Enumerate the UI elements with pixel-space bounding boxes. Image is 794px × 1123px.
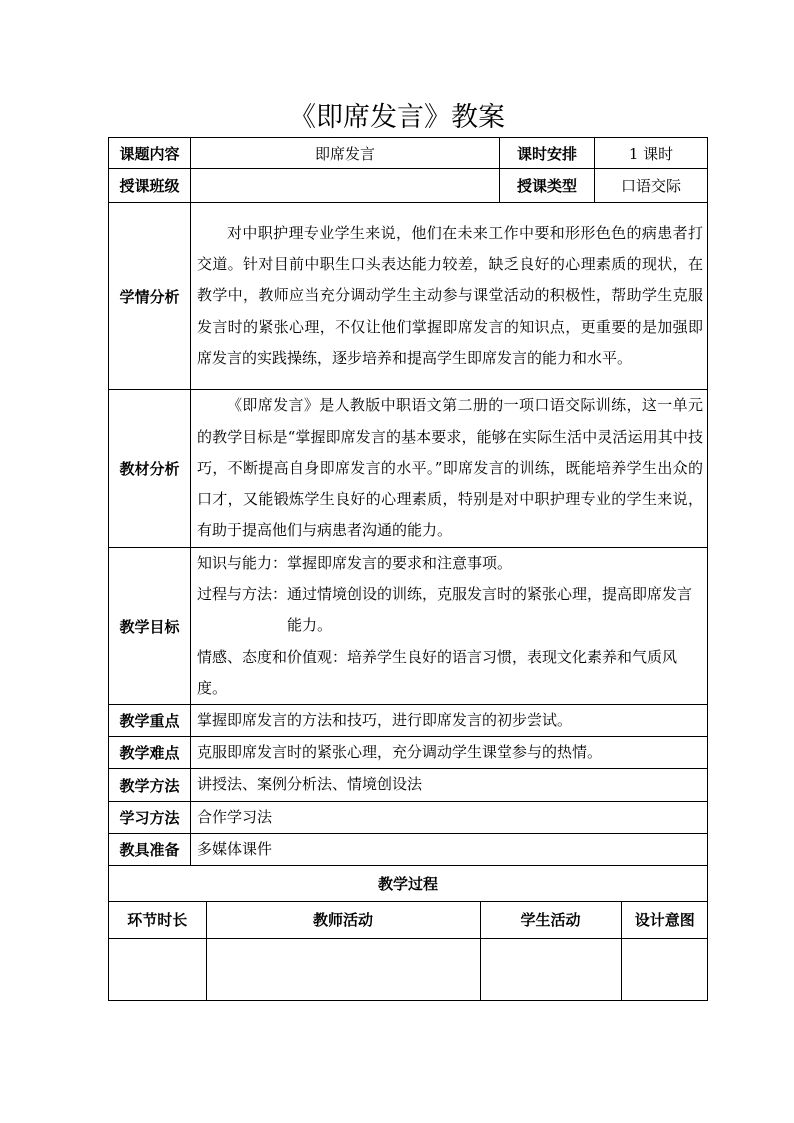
process-table [109, 902, 708, 1000]
row-topic [109, 138, 708, 169]
goal-emotion: 情感、态度和价值观：培养学生良好的语言习惯，表现文化素养和气质风度。 [197, 647, 678, 697]
process-cell-duration [109, 938, 206, 1000]
hours-value: 1 课时 [595, 138, 708, 169]
student-analysis-text: 对中职护理专业学生来说，他们在未来工作中要和形形色色的病患者打交道。针对目前中职生口头表达能力较差，缺乏良好的心理素质的现状，在教学中，教师应当充分调动学生主动参与课堂活动的积极性，帮助学生克服发言时的紧张心理，不仅让他们掌握即席发言的知识点，更重要的是加强即席发言的实践操练，逐步培养和提高学生即席发言的能力和水平。 [191, 203, 708, 390]
goal-knowledge: 知识与能力：掌握即席发言的要求和注意事项。 [197, 554, 513, 572]
tools-label: 教具准备 [109, 833, 191, 865]
teaching-method-text: 讲授法、案例分析法、情境创设法 [191, 769, 708, 801]
material-analysis-label: 教材分析 [109, 390, 191, 548]
row-tools [109, 833, 708, 865]
row-student-analysis [109, 203, 708, 390]
process-header-row [109, 902, 708, 938]
key-point-label: 教学重点 [109, 705, 191, 737]
process-cell-intent [621, 938, 708, 1000]
tools-text: 多媒体课件 [191, 833, 708, 865]
row-process-heading [109, 866, 708, 902]
goals-label: 教学目标 [109, 548, 191, 705]
hours-label: 课时安排 [500, 138, 595, 169]
process-heading: 教学过程 [109, 866, 708, 902]
process-col-intent: 设计意图 [621, 902, 708, 938]
goal-process: 过程与方法：通过情境创设的训练，克服发言时的紧张心理，提高即席发言能力。 [197, 585, 693, 635]
process-col-student: 学生活动 [480, 902, 621, 938]
process-cell-student [480, 938, 621, 1000]
process-empty-row [109, 938, 708, 1000]
topic-label: 课题内容 [109, 138, 191, 169]
topic-value: 即席发言 [191, 138, 500, 169]
material-analysis-text: 《即席发言》是人教版中职语文第二册的一项口语交际训练，这一单元的教学目标是“掌握即席发言的基本要求，能够在实际生活中灵活运用其中技巧，不断提高自身即席发言的水平。”即席发言的训练，既能培养学生出众的口才，又能锻炼学生良好的心理素质，特别是对中职护理专业的学生来说，有助于提高他们与病患者沟通的能力。 [191, 390, 708, 548]
student-analysis-label: 学情分析 [109, 203, 191, 390]
row-material-analysis [109, 390, 708, 548]
row-key-point [109, 705, 708, 737]
key-point-text: 掌握即席发言的方法和技巧，进行即席发言的初步尝试。 [191, 705, 708, 737]
row-teaching-method [109, 769, 708, 801]
row-goals [109, 548, 708, 705]
process-cell-teacher [206, 938, 480, 1000]
row-class [109, 169, 708, 203]
row-process-grid [109, 902, 708, 1001]
learning-method-label: 学习方法 [109, 801, 191, 833]
goals-text [191, 548, 708, 705]
document-title: 《即席发言》教案 [289, 102, 505, 133]
difficulty-label: 教学难点 [109, 737, 191, 769]
class-label: 授课班级 [109, 169, 191, 203]
type-label: 授课类型 [500, 169, 595, 203]
teaching-method-label: 教学方法 [109, 769, 191, 801]
row-learning-method [109, 801, 708, 833]
type-value: 口语交际 [595, 169, 708, 203]
row-difficulty [109, 737, 708, 769]
process-grid-cell [109, 902, 708, 1001]
lesson-plan-table [108, 137, 708, 1001]
difficulty-text: 克服即席发言时的紧张心理，充分调动学生课堂参与的热情。 [191, 737, 708, 769]
process-col-teacher: 教师活动 [206, 902, 480, 938]
class-value [191, 169, 500, 203]
process-col-duration: 环节时长 [109, 902, 206, 938]
learning-method-text: 合作学习法 [191, 801, 708, 833]
